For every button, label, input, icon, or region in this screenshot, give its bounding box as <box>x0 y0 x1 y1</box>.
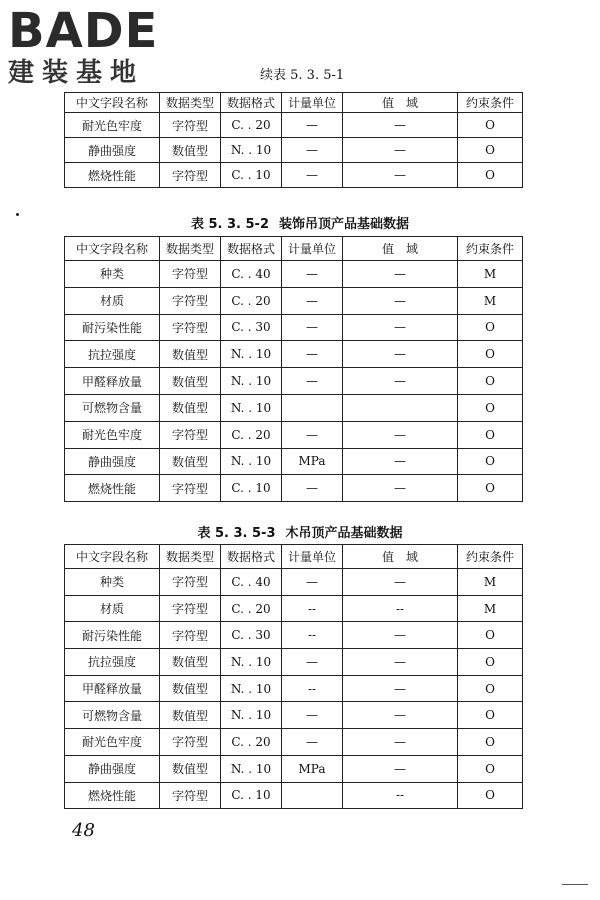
table-row <box>65 755 523 782</box>
table-cell: 字符型 <box>160 314 221 341</box>
table-cell: C. . 10 <box>221 782 282 809</box>
table-cell: 材质 <box>65 287 160 314</box>
table-cell: N. . 10 <box>221 702 282 729</box>
table-5-3-5-2-caption <box>0 213 600 232</box>
table-cell: — <box>343 314 458 341</box>
table-cell: 耐污染性能 <box>65 314 160 341</box>
table-cell: O <box>458 394 523 421</box>
table-cell: -- <box>343 782 458 809</box>
table-row <box>65 138 523 163</box>
table-cell: C. . 20 <box>221 595 282 622</box>
table-row <box>65 314 523 341</box>
table-cell: — <box>282 649 343 676</box>
table-row <box>65 649 523 676</box>
table-row <box>65 261 523 288</box>
table-cell: 可燃物含量 <box>65 702 160 729</box>
table-title: 装饰吊顶产品基础数据 <box>279 217 410 232</box>
table-cell: C. . 20 <box>221 421 282 448</box>
table-row <box>65 782 523 809</box>
table-cell: C. . 30 <box>221 314 282 341</box>
table-number: 表 5. 3. 5-3 <box>197 526 276 541</box>
table-cell: 字符型 <box>160 595 221 622</box>
table-cell: 字符型 <box>160 475 221 502</box>
table-cell: C. . 40 <box>221 261 282 288</box>
table-cell: — <box>282 163 343 188</box>
table-5-3-5-1-continued <box>64 92 523 188</box>
table-cell: O <box>458 475 523 502</box>
table-cell: O <box>458 138 523 163</box>
table-cell: C. . 20 <box>221 729 282 756</box>
continued-table-title: 续表 5. 3. 5-1 <box>260 68 345 83</box>
table-cell: -- <box>282 595 343 622</box>
table-cell: 数值型 <box>160 448 221 475</box>
table-row <box>65 475 523 502</box>
table-cell: O <box>458 729 523 756</box>
table-cell: — <box>343 675 458 702</box>
table-cell: N. . 10 <box>221 394 282 421</box>
table-title: 木吊顶产品基础数据 <box>285 526 403 541</box>
table-cell: 耐光色牢度 <box>65 421 160 448</box>
table-cell: C. . 10 <box>221 163 282 188</box>
table-row <box>65 569 523 596</box>
logo <box>8 3 178 90</box>
table-cell: 数值型 <box>160 702 221 729</box>
table-cell: 字符型 <box>160 261 221 288</box>
table-cell: 字符型 <box>160 113 221 138</box>
column-header: 数据类型 <box>160 545 221 569</box>
table-cell: O <box>458 368 523 395</box>
column-header: 中文字段名称 <box>65 545 160 569</box>
table-cell: O <box>458 675 523 702</box>
table-cell: 字符型 <box>160 163 221 188</box>
table-cell: 静曲强度 <box>65 755 160 782</box>
table-cell: 燃烧性能 <box>65 163 160 188</box>
column-header: 值 域 <box>343 545 458 569</box>
table-cell: O <box>458 314 523 341</box>
column-header: 约束条件 <box>458 237 523 261</box>
table-cell: — <box>343 163 458 188</box>
table-cell: — <box>282 475 343 502</box>
page-number: 48 <box>72 820 95 841</box>
table-cell: 甲醛释放量 <box>65 675 160 702</box>
table-cell: O <box>458 702 523 729</box>
table-cell: — <box>282 421 343 448</box>
table-cell: — <box>343 755 458 782</box>
table-cell: 字符型 <box>160 287 221 314</box>
logo-wordmark: BADE <box>8 3 159 59</box>
table-cell: — <box>282 113 343 138</box>
table-cell: — <box>343 622 458 649</box>
table-cell: 燃烧性能 <box>65 475 160 502</box>
column-header: 约束条件 <box>458 545 523 569</box>
table-5-3-5-2 <box>64 236 523 502</box>
table-row <box>65 163 523 188</box>
table-row <box>65 622 523 649</box>
table-cell: O <box>458 341 523 368</box>
table-cell: N. . 10 <box>221 675 282 702</box>
table-cell: MPa <box>282 448 343 475</box>
table-cell: -- <box>282 622 343 649</box>
table-cell: — <box>343 702 458 729</box>
table-cell: 燃烧性能 <box>65 782 160 809</box>
column-header: 数据格式 <box>221 545 282 569</box>
table-cell <box>282 782 343 809</box>
table-cell: — <box>282 261 343 288</box>
table-cell: — <box>282 569 343 596</box>
table-cell: 种类 <box>65 261 160 288</box>
table-cell: — <box>282 341 343 368</box>
table-cell: 数值型 <box>160 649 221 676</box>
table-cell: O <box>458 755 523 782</box>
table-cell: -- <box>343 595 458 622</box>
table-row <box>65 421 523 448</box>
table-cell: 数值型 <box>160 394 221 421</box>
table-cell: 抗拉强度 <box>65 341 160 368</box>
table-cell: — <box>343 341 458 368</box>
table-cell: 字符型 <box>160 569 221 596</box>
table-cell: — <box>282 287 343 314</box>
table-cell <box>343 394 458 421</box>
table-cell: 可燃物含量 <box>65 394 160 421</box>
table-cell: — <box>282 138 343 163</box>
column-header: 数据格式 <box>221 93 282 113</box>
table-cell: O <box>458 448 523 475</box>
table-cell: — <box>343 113 458 138</box>
table-cell: — <box>343 475 458 502</box>
table-cell: O <box>458 622 523 649</box>
corner-rule <box>562 884 588 885</box>
table-cell: C. . 20 <box>221 287 282 314</box>
table-cell: M <box>458 595 523 622</box>
column-header: 数据类型 <box>160 237 221 261</box>
column-header: 计量单位 <box>282 545 343 569</box>
table-5-3-5-3-caption <box>0 522 600 541</box>
table-cell <box>282 394 343 421</box>
table-cell: 耐光色牢度 <box>65 113 160 138</box>
table-cell: O <box>458 782 523 809</box>
column-header: 约束条件 <box>458 93 523 113</box>
table-cell: 数值型 <box>160 368 221 395</box>
table-cell: — <box>343 421 458 448</box>
table-cell: 数值型 <box>160 675 221 702</box>
table-cell: -- <box>282 675 343 702</box>
table-cell: M <box>458 569 523 596</box>
column-header: 值 域 <box>343 93 458 113</box>
table-cell: N. . 10 <box>221 341 282 368</box>
table-cell: 抗拉强度 <box>65 649 160 676</box>
table-row <box>65 702 523 729</box>
table-cell: N. . 10 <box>221 649 282 676</box>
column-header: 中文字段名称 <box>65 237 160 261</box>
table-cell: — <box>343 368 458 395</box>
table-row <box>65 113 523 138</box>
table-cell: — <box>343 729 458 756</box>
table-cell: M <box>458 287 523 314</box>
table-row <box>65 341 523 368</box>
column-header: 中文字段名称 <box>65 93 160 113</box>
table-cell: N. . 10 <box>221 368 282 395</box>
table-cell: O <box>458 163 523 188</box>
table-row <box>65 448 523 475</box>
table-cell: 字符型 <box>160 729 221 756</box>
table-cell: 字符型 <box>160 421 221 448</box>
column-header: 计量单位 <box>282 93 343 113</box>
table-cell: — <box>282 702 343 729</box>
table-cell: C. . 10 <box>221 475 282 502</box>
column-header: 计量单位 <box>282 237 343 261</box>
table-cell: 耐光色牢度 <box>65 729 160 756</box>
table-cell: O <box>458 649 523 676</box>
table-cell: 材质 <box>65 595 160 622</box>
table-cell: N. . 10 <box>221 755 282 782</box>
table-cell: — <box>343 649 458 676</box>
table-cell: C. . 40 <box>221 569 282 596</box>
table-cell: — <box>343 287 458 314</box>
table-cell: 字符型 <box>160 622 221 649</box>
column-header: 数据格式 <box>221 237 282 261</box>
table-row <box>65 394 523 421</box>
table-cell: — <box>282 368 343 395</box>
table-cell: 字符型 <box>160 782 221 809</box>
table-cell: 耐污染性能 <box>65 622 160 649</box>
table-cell: 数值型 <box>160 341 221 368</box>
table-row <box>65 368 523 395</box>
table-cell: M <box>458 261 523 288</box>
table-cell: O <box>458 421 523 448</box>
table-cell: N. . 10 <box>221 138 282 163</box>
table-cell: N. . 10 <box>221 448 282 475</box>
table-cell: — <box>343 448 458 475</box>
table-cell: C. . 20 <box>221 113 282 138</box>
table-number: 表 5. 3. 5-2 <box>190 217 270 232</box>
table-cell: — <box>343 138 458 163</box>
table-cell: 种类 <box>65 569 160 596</box>
table-cell: — <box>282 314 343 341</box>
table-cell: 数值型 <box>160 755 221 782</box>
table-cell: MPa <box>282 755 343 782</box>
table-5-3-5-3 <box>64 544 523 809</box>
table-cell: — <box>343 261 458 288</box>
table-cell: 数值型 <box>160 138 221 163</box>
column-header: 数据类型 <box>160 93 221 113</box>
table-cell: O <box>458 113 523 138</box>
column-header: 值 域 <box>343 237 458 261</box>
table-row <box>65 729 523 756</box>
table-cell: — <box>343 569 458 596</box>
table-cell: 静曲强度 <box>65 448 160 475</box>
logo-subtitle: 建装基地 <box>8 58 145 88</box>
table-cell: — <box>282 729 343 756</box>
table-cell: 静曲强度 <box>65 138 160 163</box>
table-row <box>65 675 523 702</box>
table-cell: 甲醛释放量 <box>65 368 160 395</box>
table-cell: C. . 30 <box>221 622 282 649</box>
table-row <box>65 287 523 314</box>
table-row <box>65 595 523 622</box>
